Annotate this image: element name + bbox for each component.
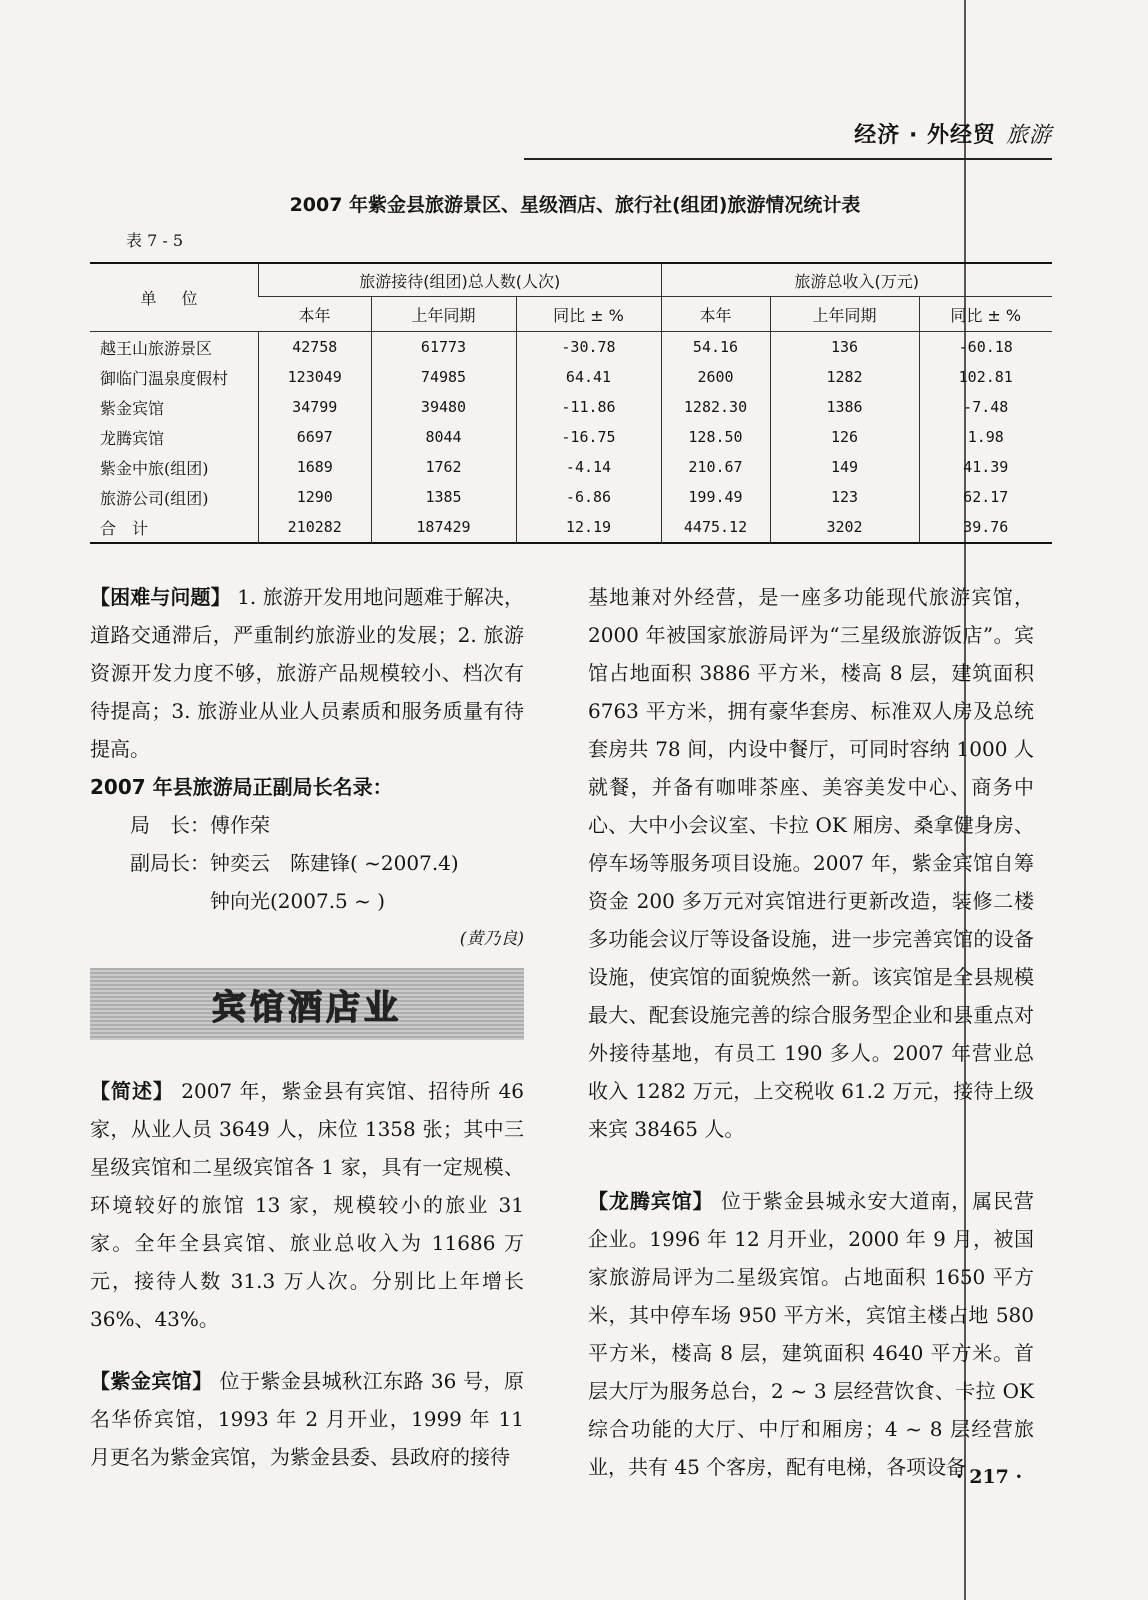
table-title: 2007 年紫金县旅游景区、星级酒店、旅行社(组团)旅游情况统计表 (289, 194, 861, 216)
table-cell: 39.76 (919, 512, 1052, 543)
table-cell: 2600 (661, 362, 770, 392)
column-group-visitors: 旅游接待(组团)总人数(人次) (259, 263, 662, 297)
table-row (90, 392, 1052, 422)
table-cell: 74985 (371, 362, 516, 392)
table-cell: 126 (770, 422, 919, 452)
table-cell: 54.16 (661, 332, 770, 363)
row-unit-cell: 紫金中旅(组团) (100, 458, 209, 478)
table-cell: 8044 (371, 422, 516, 452)
table-cell: 128.50 (661, 422, 770, 452)
problems-paragraph (90, 578, 524, 768)
table-cell: 123 (770, 482, 919, 512)
running-header (854, 118, 1052, 149)
section-banner (90, 968, 524, 1040)
director-line: 局 长：傅作荣 (130, 813, 270, 837)
column-header-change: 同比 ± % (919, 297, 1052, 332)
row-unit-cell: 御临门温泉度假村 (100, 368, 229, 388)
author-credit: (黄乃良) (459, 929, 524, 949)
table-cell: 1282 (770, 362, 919, 392)
table-cell: -7.48 (919, 392, 1052, 422)
section-subtitle: 旅游 (1005, 123, 1052, 148)
row-unit-cell: 合 计 (90, 512, 259, 543)
table-cell: 1385 (371, 482, 516, 512)
row-unit-cell: 旅游公司(组团) (100, 488, 209, 508)
deputy-line-2: 钟向光(2007.5 ~ ) (210, 889, 386, 913)
column-header-change: 同比 ± % (516, 297, 661, 332)
table-cell: 39480 (371, 392, 516, 422)
table-cell: 1.98 (919, 422, 1052, 452)
table-cell: 61773 (371, 332, 516, 363)
header-rule (524, 158, 1052, 160)
column-header-unit: 单 位 (90, 263, 259, 332)
table-cell: 1386 (770, 392, 919, 422)
table-row (90, 332, 1052, 363)
left-column-lower (90, 1072, 524, 1476)
table-cell: 34799 (259, 392, 372, 422)
longteng-paragraph (588, 1182, 1034, 1486)
table-cell: 3202 (770, 512, 919, 543)
table-cell: -6.86 (516, 482, 661, 512)
table-cell: 123049 (259, 362, 372, 392)
table-row (90, 362, 1052, 392)
table-cell: -16.75 (516, 422, 661, 452)
table-cell: -11.86 (516, 392, 661, 422)
table-cell: 210282 (259, 512, 372, 543)
zijin-paragraph (90, 1362, 524, 1476)
zijin-text: 位于紫金县城秋江东路 36 号，原名华侨宾馆，1993 年 2 月开业，1999 年 11 月更名为紫金宾馆，为紫金县委、县政府的接待 (90, 1369, 525, 1469)
table-cell: 62.17 (919, 482, 1052, 512)
table-cell: 1282.30 (661, 392, 770, 422)
table-cell: 6697 (259, 422, 372, 452)
section-title: 经济 · 外经贸 (854, 123, 996, 148)
table-row (90, 422, 1052, 452)
longteng-text: 位于紫金县城永安大道南，属民营企业。1996 年 12 月开业，2000 年 9 月，被国家旅游局评为二星级宾馆。占地面积 1650 平方米，其中停车场 950 平方米，宾馆主楼占地 580 平方米，楼高 8 层，建筑面积 4640 平方米。首层大厅为服务总台，2 ~ 3 层经营饮食、卡拉 OK 综合功能的大厅、中厅和厢房；4 ~ 8 层经营旅业，共有 45 个客房，配有电梯，各项设备 (588, 1189, 1035, 1479)
table-cell: 136 (770, 332, 919, 363)
problems-text: 1. 旅游开发用地问题难于解决，道路交通滞后，严重制约旅游业的发展；2. 旅游资源开发力度不够，旅游产品规模较小、档次有待提高；3. 旅游业从业人员素质和服务质量有待提高。 (90, 585, 524, 761)
table-cell: 1689 (259, 452, 372, 482)
leaders-title: 2007 年县旅游局正副局长名录： (90, 775, 393, 799)
summary-heading: 【简述】 (90, 1079, 174, 1103)
zijin-continued: 基地兼对外经营，是一座多功能现代旅游宾馆，2000 年被国家旅游局评为“三星级旅游饭店”。宾馆占地面积 3886 平方米，楼高 8 层，建筑面积 6763 平方米，拥有豪华套房、标准双人房及总统套房共 78 间，内设中餐厅，可同时容纳 1000 人就餐，并备有咖啡茶座、美容美发中心、商务中心、大中小会议室、卡拉 OK 厢房、桑拿健身房、停车场等服务项目设施。2007 年，紫金宾馆自筹资金 200 多万元对宾馆进行更新改造，装修二楼多功能会议厅等设备设施，进一步完善宾馆的设备设施，使宾馆的面貌焕然一新。该宾馆是全县规模最大、配套设施完善的综合服务型企业和县重点对外接待基地，有员工 190 多人。2007 年营业总收入 1282 万元，上交税收 61.2 万元，接待上级来宾 38465 人。 (588, 585, 1034, 1141)
column-header-last-year: 上年同期 (371, 297, 516, 332)
table-row (90, 512, 1052, 543)
table-number: 表 7 - 5 (126, 231, 184, 250)
table-row (90, 482, 1052, 512)
problems-heading: 【困难与问题】 (90, 585, 231, 609)
zijin-heading: 【紫金宾馆】 (90, 1369, 213, 1393)
column-group-revenue: 旅游总收入(万元) (661, 263, 1052, 297)
table-cell: -30.78 (516, 332, 661, 363)
row-unit-cell: 紫金宾馆 (100, 398, 165, 418)
table-cell: 64.41 (516, 362, 661, 392)
page-number: · 217 · (956, 1466, 1023, 1488)
table-cell: 102.81 (919, 362, 1052, 392)
table-cell: 4475.12 (661, 512, 770, 543)
summary-text: 2007 年，紫金县有宾馆、招待所 46 家，从业人员 3649 人，床位 1358 张；其中三星级宾馆和二星级宾馆各 1 家，具有一定规模、环境较好的旅馆 13 家，规模较小的旅业 31 家。全年全县宾馆、旅业总收入为 11686 万元，接待人数 31.3 万人次。分别比上年增长 36%、43%。 (90, 1079, 525, 1331)
column-header-last-year: 上年同期 (770, 297, 919, 332)
table-cell: 1762 (371, 452, 516, 482)
table-cell: 12.19 (516, 512, 661, 543)
table-cell: -4.14 (516, 452, 661, 482)
longteng-heading: 【龙腾宾馆】 (588, 1189, 714, 1213)
table-cell: 149 (770, 452, 919, 482)
table-row (90, 452, 1052, 482)
table-cell: 1290 (259, 482, 372, 512)
statistics-table (90, 262, 1052, 544)
table-cell: 41.39 (919, 452, 1052, 482)
summary-paragraph (90, 1072, 524, 1338)
table-cell: 199.49 (661, 482, 770, 512)
column-header-this-year: 本年 (259, 297, 372, 332)
table-cell: 187429 (371, 512, 516, 543)
table-cell: -60.18 (919, 332, 1052, 363)
table-cell: 210.67 (661, 452, 770, 482)
table-cell: 42758 (259, 332, 372, 363)
banner-title: 宾馆酒店业 (212, 987, 402, 1028)
right-column (588, 578, 1034, 1486)
column-header-this-year: 本年 (661, 297, 770, 332)
row-unit-cell: 龙腾宾馆 (100, 428, 165, 448)
row-unit-cell: 越王山旅游景区 (100, 338, 213, 358)
deputy-line: 副局长：钟奕云 陈建锋( ~2007.4) (130, 851, 459, 875)
left-column (90, 578, 524, 958)
